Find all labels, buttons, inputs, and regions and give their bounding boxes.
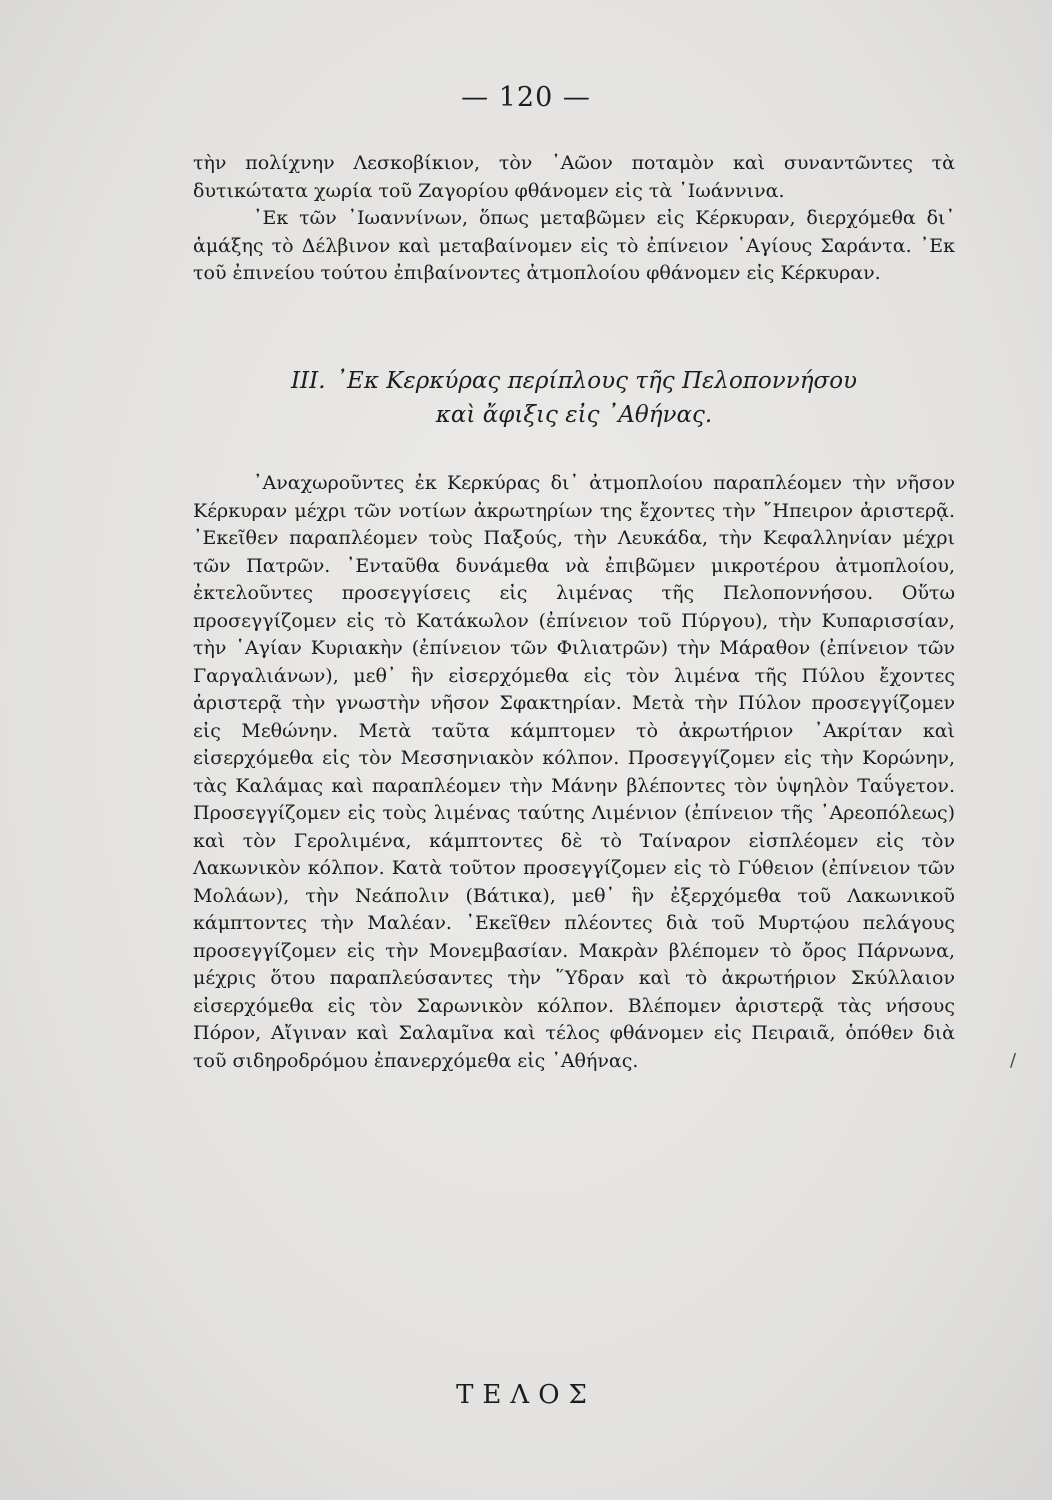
section-title-line2: καὶ ἄφιξις εἰς ᾿Αθήνας. (435, 402, 713, 428)
main-text (193, 470, 955, 1075)
opening-text (193, 150, 955, 288)
page-number: — 120 — (461, 82, 591, 113)
paragraph-continuation: τὴν πολίχνην Λεσκοβίκιον, τὸν ᾿Αῶον ποταμὸν καὶ συναντῶντες τὰ δυτικώτατα χωρία τοῦ Ζαγορίου φθάνομεν εἰς τὰ ᾿Ιωάννινα. (193, 152, 955, 202)
ink-mark-icon: / (1010, 1050, 1017, 1071)
section-title-line1: ᾿Εκ Κερκύρας περίπλους τῆς Πελοποννήσου (335, 368, 858, 394)
paragraph-corfu-route: ᾿Εκ τῶν ᾿Ιωαννίνων, ὅπως μεταβῶμεν εἰς Κέρκυραν, διερχόμεθα δι᾿ ἁμάξης τὸ Δέλβινον καὶ μεταβαίνομεν εἰς τὸ ἐπίνειον ῾Αγίους Σαράντα. ᾿Εκ τοῦ ἐπινείου τούτου ἐπιβαίνοντες ἀτμοπλοίου φθάνομεν εἰς Κέρκυραν. (193, 207, 955, 284)
section-heading (193, 364, 955, 432)
section-number: III. (290, 368, 326, 394)
ending-word: ΤΕΛΟΣ (456, 1380, 596, 1410)
paragraph-peloponnese-voyage: ᾿Αναχωροῦντες ἐκ Κερκύρας δι᾿ ἀτμοπλοίου παραπλέομεν τὴν νῆσον Κέρκυραν μέχρι τῶν νοτίων ἀκρωτηρίων της ἔχοντες τὴν ῎Ηπειρον ἀριστερᾷ. ᾿Εκεῖθεν παραπλέομεν τοὺς Παξούς, τὴν Λευκάδα, τὴν Κεφαλληνίαν μέχρι τῶν Πατρῶν. ᾿Ενταῦθα δυνάμεθα νὰ ἐπιβῶμεν μικροτέρου ἀτμοπλοίου, ἐκτελοῦντες προσεγγίσεις εἰς λιμένας τῆς Πελοποννήσου. Οὕτω προσεγγίζομεν εἰς τὸ Κατάκωλον (ἐπίνειον τοῦ Πύργου), τὴν Κυπαρισσίαν, τὴν ῾Αγίαν Κυριακὴν (ἐπίνειον τῶν Φιλιατρῶν) τὴν Μάραθον (ἐπίνειον τῶν Γαργαλιάνων), μεθ᾿ ἣν εἰσερχόμεθα εἰς τὸν λιμένα τῆς Πύλου ἔχοντες ἀριστερᾷ τὴν γνωστὴν νῆσον Σφακτηρίαν. Μετὰ τὴν Πύλον προσεγγίζομεν εἰς Μεθώνην. Μετὰ ταῦτα κάμπτομεν τὸ ἀκρωτήριον ᾿Ακρίταν καὶ εἰσερχόμεθα εἰς τὸν Μεσσηνιακὸν κόλπον. Προσεγγίζομεν εἰς τὴν Κορώνην, τὰς Καλάμας καὶ παραπλέομεν τὴν Μάνην βλέποντες τὸν ὑψηλὸν Ταΰγετον. Προσεγγίζομεν εἰς τοὺς λιμένας ταύτης Λιμένιον (ἐπίνειον τῆς ᾿Αρεοπόλεως) καὶ τὸν Γερολιμένα, κάμπτοντες δὲ τὸ Ταίναρον εἰσπλέομεν εἰς τὸν Λακωνικὸν κόλπον. Κατὰ τοῦτον προσεγγίζομεν εἰς τὸ Γύθειον (ἐπίνειον τῶν Μολάων), τὴν Νεάπολιν (Βάτικα), μεθ᾿ ἣν ἐξερχόμεθα τοῦ Λακωνικοῦ κάμπτοντες τὴν Μαλέαν. ᾿Εκεῖθεν πλέοντες διὰ τοῦ Μυρτῴου πελάγους προσεγγίζομεν εἰς τὴν Μονεμβασίαν. Μακρὰν βλέπομεν τὸ ὄρος Πάρνωνα, μέχρις ὅτου παραπλεύσαντες τὴν ῞Υδραν καὶ τὸ ἀκρωτήριον Σκύλλαιον εἰσερχόμεθα εἰς τὸν Σαρωνικὸν κόλπον. Βλέπομεν ἀριστερᾷ τὰς νήσους Πόρον, Αἴγιναν καὶ Σαλαμῖνα καὶ τέλος φθάνομεν εἰς Πειραιᾶ, ὁπόθεν διὰ τοῦ σιδηροδρόμου ἐπανερχόμεθα εἰς ᾿Αθήνας. (193, 472, 955, 1072)
section-heading-line1 (193, 364, 955, 398)
